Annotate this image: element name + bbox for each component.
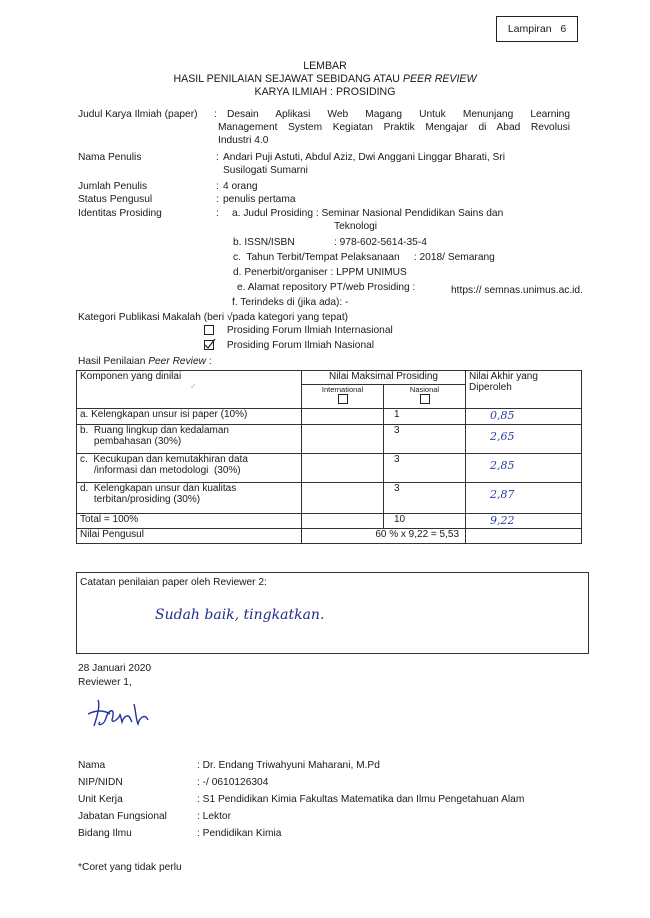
pengusul-value (302, 529, 466, 544)
row-a-label: a. Kelengkapan unsur isi paper (10%) (77, 409, 302, 425)
grading-table (76, 370, 582, 544)
identitas-e: e. Alamat repository PT/web Prosiding : (237, 282, 416, 293)
header-komponen-text: Komponen yang dinilai (80, 371, 182, 382)
table-row (77, 409, 582, 425)
status-colon: : (216, 194, 219, 205)
total-max: 10 (384, 514, 466, 529)
title-line-2-plain: HASIL PENILAIAN SEJAWAT SEBIDANG ATAU (173, 73, 403, 85)
judul-line-2: Management System Kegiatan Praktik Mengajar di Abad Revolusi (218, 122, 570, 133)
subheader-international-text: International (321, 385, 364, 394)
catatan-label: Catatan penilaian paper oleh Reviewer 2: (80, 577, 267, 588)
identitas-b-label: b. ISSN/ISBN (233, 237, 295, 248)
status-label: Status Pengusul (78, 194, 153, 205)
row-b-int (302, 425, 384, 454)
title-line-2-italic: PEER REVIEW (402, 73, 477, 85)
hasil-label-plain: Hasil Penilaian (78, 356, 149, 367)
row-c-line-1: c. Kecukupan dan kemutakhiran data (80, 454, 248, 465)
nasional-box-wrap (387, 394, 462, 404)
international-box (338, 394, 348, 404)
date: 28 Januari 2020 (78, 663, 152, 674)
kategori-option-international (204, 325, 393, 336)
pengusul-value-text: 60 % x 9,22 = 5,53 (375, 529, 459, 540)
kategori-label: Kategori Publikasi Makalah (beri √pada kategori yang tepat) (78, 312, 349, 323)
table-row-pengusul (77, 529, 582, 544)
row-a-score: 0,85 (466, 409, 582, 425)
reviewer-unit-label: Unit Kerja (78, 794, 123, 805)
identitas-d: d. Penerbit/organiser : LPPM UNIMUS (233, 267, 407, 278)
row-d-line-2: terbitan/prosiding (30%) (80, 494, 201, 505)
international-box-wrap (305, 394, 380, 404)
reviewer-jabatan-value: : Lektor (197, 811, 231, 822)
row-d-score: 2,87 (466, 483, 582, 514)
table-row (77, 454, 582, 483)
identitas-e-value: https:// semnas.unimus.ac.id. (451, 285, 583, 296)
identitas-a-cont: Teknologi (334, 221, 378, 232)
check-mark-icon (204, 338, 216, 350)
reviewer-bidang-value: : Pendidikan Kimia (197, 828, 282, 839)
kategori-option-2-label: Prosiding Forum Ilmiah Nasional (226, 340, 375, 351)
row-a-max: 1 (384, 409, 466, 425)
table-row-total (77, 514, 582, 529)
row-d-label (77, 483, 302, 514)
subheader-international (302, 385, 384, 409)
identitas-b-value: : 978-602-5614-35-4 (334, 237, 427, 248)
row-a-int (302, 409, 384, 425)
table-row (77, 425, 582, 454)
jumlah-colon: : (216, 181, 219, 192)
header-akhir-line-1: Nilai Akhir yang (469, 371, 538, 382)
row-c-score: 2,85 (466, 454, 582, 483)
identitas-c: c. Tahun Terbit/Tempat Pelaksanaan : 2018/ Semarang (233, 252, 495, 263)
penulis-line-1: Andari Puji Astuti, Abdul Aziz, Dwi Anggani Linggar Bharati, Sri (223, 152, 506, 163)
reviewer-unit-value: : S1 Pendidikan Kimia Fakultas Matematika dan Ilmu Pengetahuan Alam (197, 794, 525, 805)
kategori-option-nasional (204, 340, 374, 351)
nasional-box (420, 394, 430, 404)
reviewer-nip-label: NIP/NIDN (78, 777, 123, 788)
lampiran-label: Lampiran 6 (507, 23, 567, 35)
pengusul-label: Nilai Pengusul (77, 529, 302, 544)
reviewer-jabatan-label: Jabatan Fungsional (78, 811, 167, 822)
subheader-nasional (384, 385, 466, 409)
row-b-score: 2,65 (466, 425, 582, 454)
row-b-label (77, 425, 302, 454)
identitas-colon: : (216, 208, 219, 219)
table-header-row (77, 371, 582, 385)
reviewer-nama-label: Nama (78, 760, 106, 771)
row-c-line-2: /informasi dan metodologi (30%) (80, 465, 241, 476)
faint-mark: ✓ (190, 382, 197, 391)
row-b-line-2: pembahasan (30%) (80, 436, 182, 447)
row-b-max: 3 (384, 425, 466, 454)
hasil-label (78, 356, 212, 367)
row-c-label (77, 454, 302, 483)
signature-image (86, 696, 156, 732)
header-maks: Nilai Maksimal Prosiding (302, 371, 466, 385)
hasil-label-italic: Peer Review (148, 356, 206, 367)
row-c-max: 3 (384, 454, 466, 483)
row-c-int (302, 454, 384, 483)
table-row (77, 483, 582, 514)
identitas-label: Identitas Prosiding (78, 208, 162, 219)
header-komponen (77, 371, 302, 409)
footnote: *Coret yang tidak perlu (78, 862, 182, 873)
reviewer-nip-value: : -/ 0610126304 (197, 777, 269, 788)
title-line-1: LEMBAR (303, 60, 347, 72)
title-line-3: KARYA ILMIAH : PROSIDING (254, 86, 396, 98)
judul-colon: : (214, 109, 217, 120)
reviewer-nama-value: : Dr. Endang Triwahyuni Maharani, M.Pd (197, 760, 380, 771)
row-d-max: 3 (384, 483, 466, 514)
identitas-a: a. Judul Prosiding : Seminar Nasional Pendidikan Sains dan (232, 208, 504, 219)
catatan-text: Sudah baik, tingkatkan. (155, 607, 325, 623)
judul-line-3: Industri 4.0 (218, 135, 269, 146)
kategori-option-1-label: Prosiding Forum Ilmiah Internasional (226, 325, 393, 336)
penulis-colon: : (216, 152, 219, 163)
total-int (302, 514, 384, 529)
row-b-line-1: b. Ruang lingkup dan kedalaman (80, 425, 229, 436)
penulis-label: Nama Penulis (78, 152, 142, 163)
jumlah-value: 4 orang (223, 181, 258, 192)
total-score: 9,22 (466, 514, 582, 529)
total-label: Total = 100% (77, 514, 302, 529)
catatan-box (76, 572, 589, 654)
identitas-f: f. Terindeks di (jika ada): - (232, 297, 349, 308)
judul-line-1: Desain Aplikasi Web Magang Untuk Menunjang Learning (227, 109, 570, 120)
lampiran-box (496, 16, 578, 42)
hasil-label-colon: : (205, 356, 212, 367)
penulis-line-2: Susilogati Sumarni (223, 165, 308, 176)
reviewer-label: Reviewer 1, (78, 677, 132, 688)
checkbox-international (204, 325, 214, 335)
subheader-nasional-text: Nasional (409, 385, 440, 394)
row-d-line-1: d. Kelengkapan unsur dan kualitas (80, 483, 237, 494)
title-line-2 (0, 73, 650, 85)
pengusul-empty (466, 529, 582, 544)
checkbox-nasional-checked (204, 340, 214, 350)
header-akhir-line-2: Diperoleh (469, 382, 512, 393)
row-d-int (302, 483, 384, 514)
reviewer-bidang-label: Bidang Ilmu (78, 828, 132, 839)
judul-label: Judul Karya Ilmiah (paper) (78, 109, 198, 120)
jumlah-label: Jumlah Penulis (78, 181, 148, 192)
header-akhir (466, 371, 582, 409)
status-value: penulis pertama (223, 194, 296, 205)
